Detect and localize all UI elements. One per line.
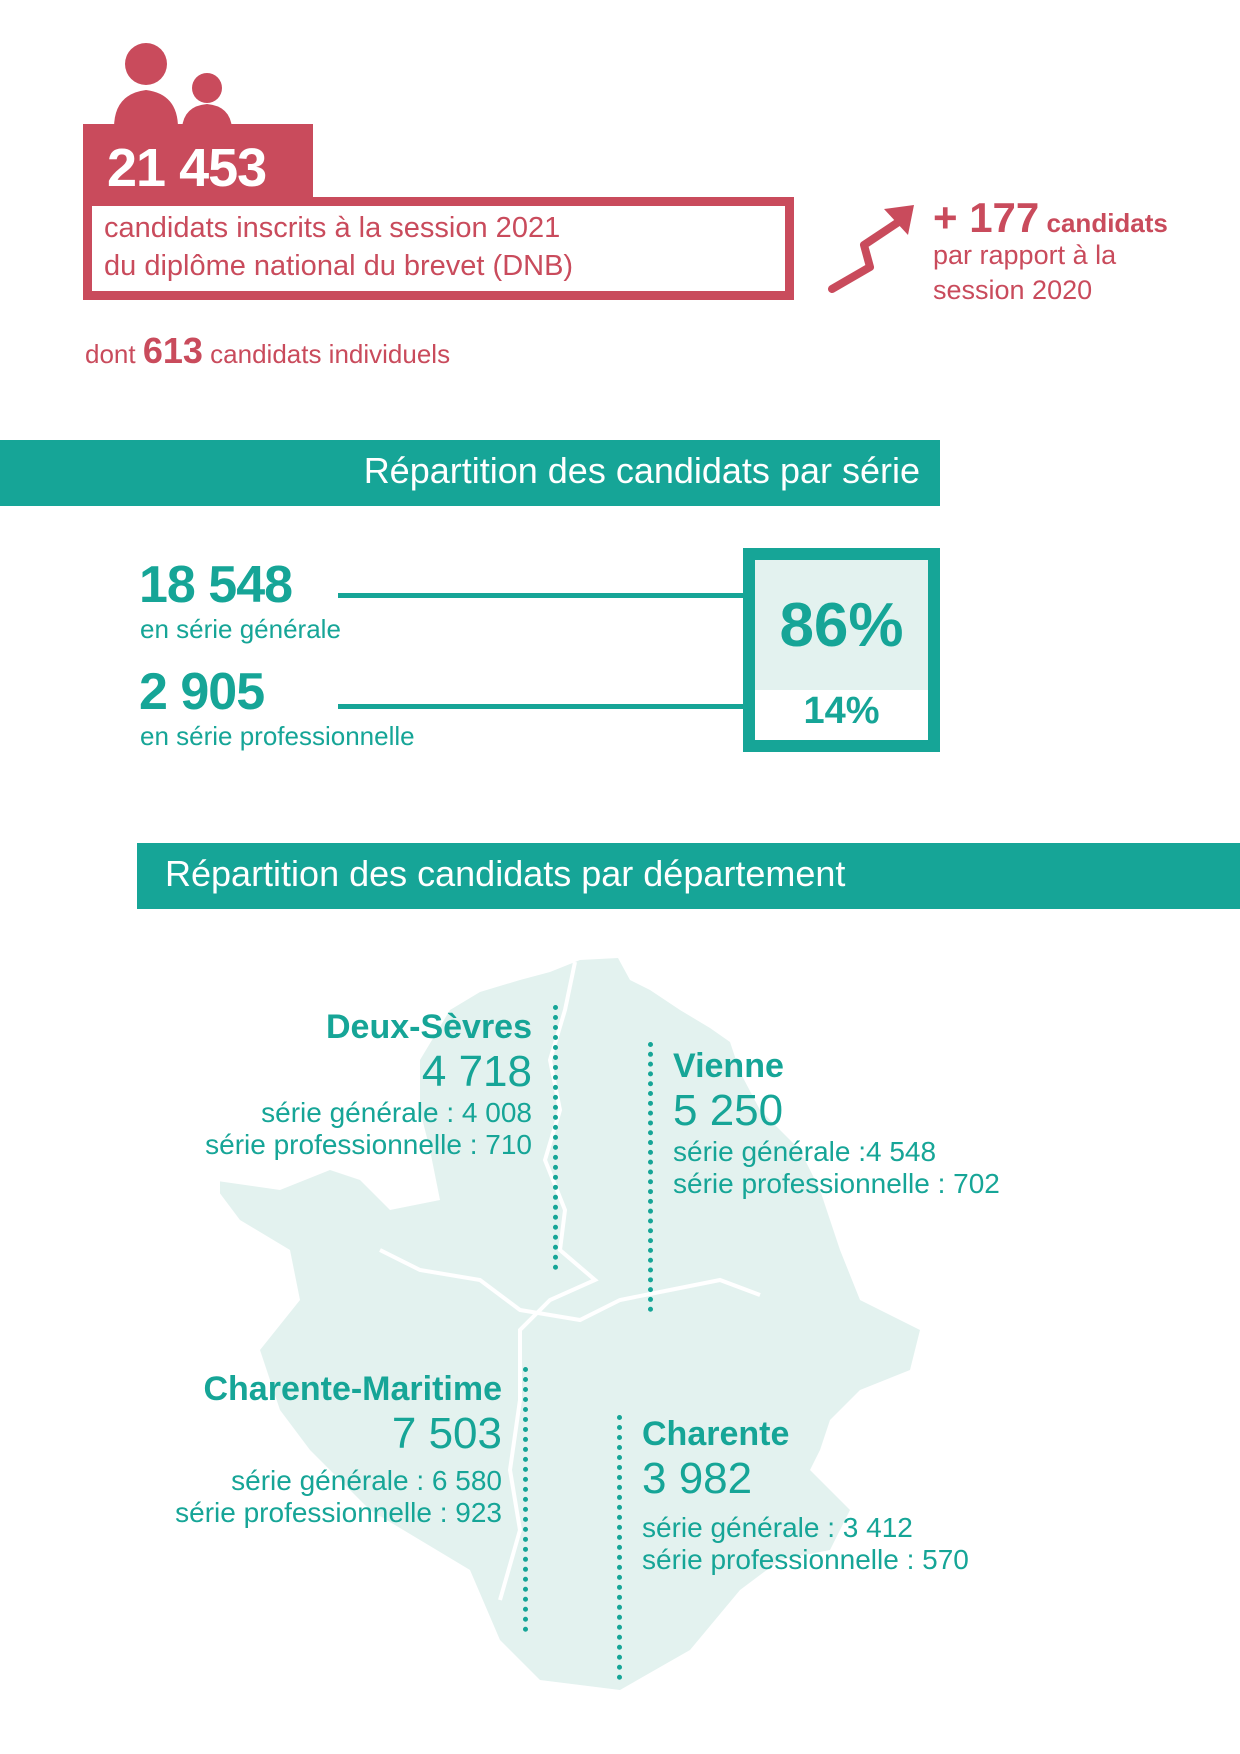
general-connector (338, 593, 748, 598)
department-general: série générale : 6 580 (231, 1465, 502, 1496)
dotted-line-charente-maritime (523, 1367, 528, 1632)
department-pro: série professionnelle : 923 (175, 1497, 502, 1528)
department-charente-maritime (2, 1370, 502, 1529)
pro-count: 2 905 (139, 663, 265, 721)
increase-unit: candidats (1046, 208, 1168, 238)
pro-label: en série professionnelle (140, 721, 415, 751)
dotted-line-deux-sevres (553, 1005, 558, 1270)
increase-line-2: par rapport à la (933, 240, 1117, 270)
department-name: Charente-Maritime (203, 1370, 502, 1408)
department-total: 5 250 (673, 1086, 784, 1135)
department-name: Vienne (673, 1047, 784, 1085)
department-general: série générale : 3 412 (642, 1512, 913, 1543)
department-name: Deux-Sèvres (325, 1008, 532, 1046)
individual-candidates (85, 330, 450, 372)
increase-line-3: session 2020 (933, 275, 1093, 305)
general-percentage: 86% (779, 591, 904, 660)
people-icon (110, 38, 240, 128)
increase-headline (933, 194, 1168, 242)
department-general: série générale :4 548 (673, 1136, 937, 1167)
general-count: 18 548 (139, 556, 293, 614)
description-line-1: candidats inscrits à la session 2021 (104, 212, 561, 244)
department-name: Charente (642, 1415, 790, 1453)
departments-title: Répartition des candidats par département (165, 853, 846, 894)
individual-count: 613 (142, 330, 203, 371)
dotted-line-vienne (648, 1042, 653, 1312)
department-charente (642, 1415, 1092, 1576)
department-deux-sevres (32, 1008, 532, 1161)
series-title: Répartition des candidats par série (363, 450, 920, 491)
individual-prefix: dont (85, 339, 136, 369)
department-general: série générale : 4 008 (261, 1097, 532, 1128)
department-pro: série professionnelle : 702 (673, 1168, 1000, 1199)
department-total: 7 503 (391, 1409, 502, 1458)
general-label: en série générale (140, 614, 341, 644)
department-total: 3 982 (642, 1454, 753, 1503)
dotted-line-charente (617, 1415, 622, 1680)
trend-up-arrow-icon (826, 203, 916, 295)
individual-suffix: candidats individuels (210, 339, 451, 369)
pro-percentage: 14% (803, 690, 880, 732)
increase-value: + 177 (933, 194, 1040, 241)
description-line-2: du diplôme national du brevet (DNB) (104, 250, 574, 282)
department-pro: série professionnelle : 570 (642, 1544, 969, 1575)
series-banner (0, 440, 940, 506)
departments-banner (137, 843, 1240, 909)
department-total: 4 718 (421, 1047, 532, 1096)
department-pro: série professionnelle : 710 (205, 1129, 532, 1160)
pro-connector (338, 704, 748, 709)
total-candidates: 21 453 (107, 138, 267, 198)
department-vienne (673, 1047, 1123, 1200)
